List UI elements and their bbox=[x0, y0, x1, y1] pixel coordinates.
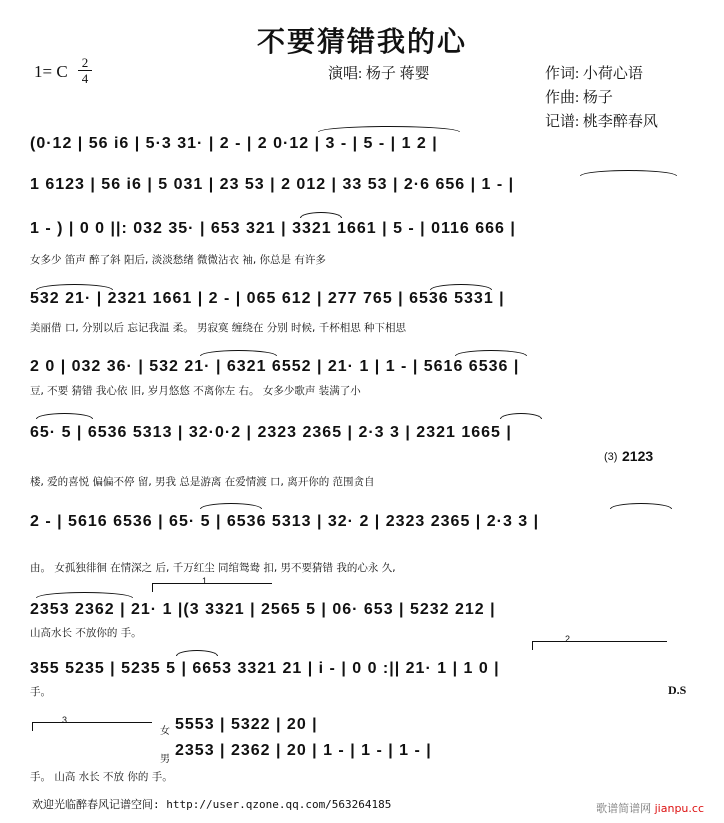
page-title: 不要猜错我的心 bbox=[256, 27, 467, 58]
lyrics-row-9: 手。 bbox=[30, 686, 51, 698]
key-signature: 1= C bbox=[34, 62, 68, 81]
upper-voice-notes: 5553 | 5322 | 20 | bbox=[175, 716, 318, 733]
lyrics-row-3: 女多少 笛声 醉了斜 阳后, 淡淡愁绪 微微沾衣 袖, 你总是 有许多 bbox=[30, 254, 326, 266]
score-row-7: 2 - | 5616 6536 | 65· 5 | 6536 5313 | 32· 2 | 2323 2365 | 2·3 3 | bbox=[30, 513, 540, 530]
lyrics-row-6: 楼, 爱的喜悦 偏偏不停 留, 男我 总是游离 在爱情渡 口, 离开你的 范围贪自 bbox=[30, 476, 375, 488]
meter-bottom: 4 bbox=[81, 71, 89, 86]
watermark bbox=[596, 800, 704, 816]
score-row-3: 1 - ) | 0 0 ||: 032 35· | 653 321 | 3321 1661 | 5 - | 0116 666 | bbox=[30, 220, 516, 237]
footer-note: 欢迎光临醉春风记谱空间: http://user.qzone.qq.com/563264185 bbox=[32, 798, 392, 811]
watermark-site: 歌谱简谱网 bbox=[596, 802, 652, 815]
singer-credit: 演唱: 杨子 蒋婴 bbox=[328, 66, 430, 82]
score-row-6: 65· 5 | 6536 5313 | 32·0·2 | 2323 2365 | 2·3 3 | 2321 1665 | bbox=[30, 424, 512, 441]
lyrics-row-4: 美丽借 口, 分别以后 忘记我温 柔。 男寂寞 缠绕在 分别 时候, 千杯相思 种下相思 bbox=[30, 322, 407, 334]
volta-2-label: 2 bbox=[565, 634, 571, 644]
lower-voice-notes: 2353 | 2362 | 20 | 1 - | 1 - | 1 - | bbox=[175, 742, 432, 759]
score-row-1: (0·12 | 56 i6 | 5·3 31· | 2 - | 2 0·12 | 3 - | 5 - | 1 2 | bbox=[30, 135, 438, 152]
lyrics-row-5: 豆, 不要 猜错 我心依 旧, 岁月悠悠 不离你左 右。 女多少歌声 装满了小 bbox=[30, 385, 361, 397]
lower-voice-label-row bbox=[0, 0, 1, 1]
score-row-4: 532 21· | 2321 1661 | 2 - | 065 612 | 277 765 | 6536 5331 | bbox=[30, 290, 505, 307]
score-row-9: 355 5235 | 5235 5 | 6653 3321 21 | i - | 0 0 :|| 21· 1 | 1 0 | bbox=[30, 660, 500, 677]
lyrics-row-7: 由。 女孤独徘徊 在情深之 后, 千万红尘 同绾鸳鸯 扣, 男不要猜错 我的心永 久, bbox=[30, 562, 396, 574]
dal-segno-mark: D.S bbox=[668, 683, 687, 697]
volta-3-label: 3 bbox=[62, 715, 68, 725]
meter-top: 2 bbox=[81, 55, 89, 70]
volta-1-label: 1 bbox=[202, 576, 208, 586]
lyricist-credit: 作词: 小荷心语 bbox=[545, 66, 643, 82]
bracket-three: (3) bbox=[604, 451, 618, 463]
composer-credit: 作曲: 杨子 bbox=[545, 90, 613, 106]
lower-voice-label: 男 bbox=[160, 754, 170, 765]
score-row-10 bbox=[30, 742, 399, 760]
watermark-url: jianpu.cc bbox=[654, 802, 704, 815]
score-row-5: 2 0 | 032 36· | 532 21· | 6321 6552 | 21· 1 | 1 - | 5616 6536 | bbox=[30, 358, 520, 375]
lyrics-row-10: 手。 山高 水长 不放 你的 手。 bbox=[30, 771, 173, 783]
bracket-three-notes: 2123 bbox=[622, 448, 654, 464]
upper-voice-label: 女 bbox=[160, 726, 170, 737]
score-row-8: 2353 2362 | 21· 1 |(3 3321 | 2565 5 | 06· 653 | 5232 212 | bbox=[30, 601, 496, 618]
transcriber-credit: 记谱: 桃李醉春风 bbox=[545, 114, 658, 130]
time-signature bbox=[78, 56, 92, 85]
lyrics-row-8: 山高水长 不放你的 手。 bbox=[30, 627, 142, 639]
score-row-2: 1 6123 | 56 i6 | 5 031 | 23 53 | 2 012 | 33 53 | 2·6 656 | 1 - | bbox=[30, 176, 515, 193]
